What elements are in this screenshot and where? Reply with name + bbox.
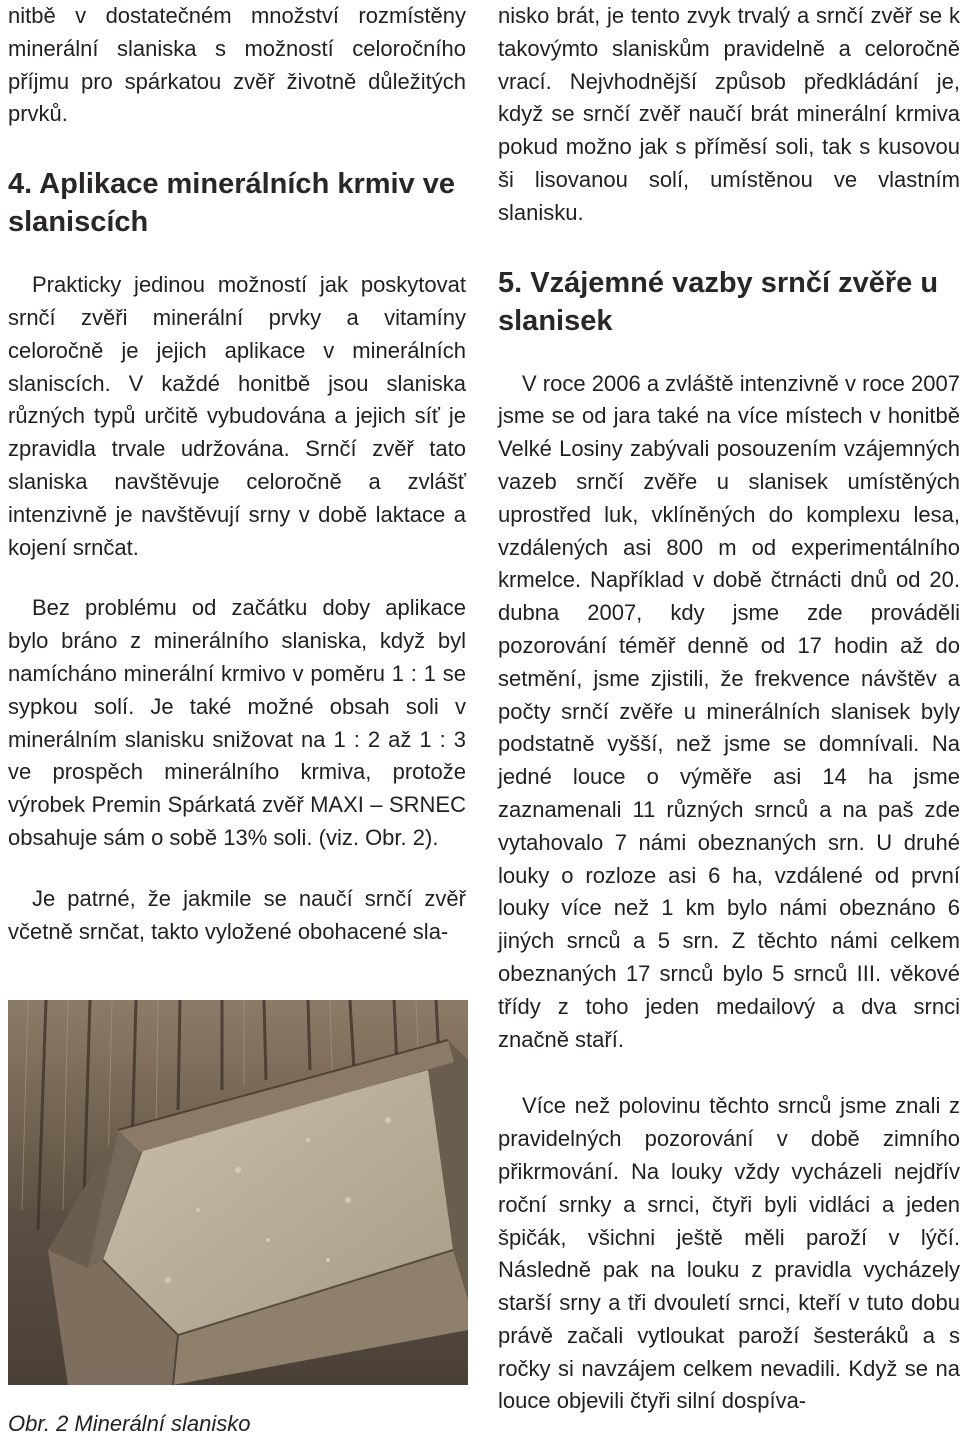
section-heading-4: 4. Aplikace minerálních krmiv ve slaniscích — [8, 168, 456, 239]
paragraph-behavior: Více než polovinu těchto srnců jsme znali z pravidelných pozorování v době zimního přikrmování. Na louky vždy vycházeli nejdřív roční srnky a srnci, čtyři byli vidláci a jeden špičák, všichni ještě měli paroží v lýčí. Následně pak na louku z pravidla vycházely starší srny a tři dvouletí srnci, kteří v tuto dobu právě začali vytloukat paroží šesteráků a s ročky si navzájem celkem nevadili. Když se na louce objevili čtyři silní dospíva- — [498, 1093, 960, 1414]
left-column — [8, 0, 466, 948]
mineral-lick-photo — [8, 1000, 468, 1385]
figure-caption: Obr. 2 Minerální slanisko — [8, 1411, 251, 1436]
paragraph-observation: V roce 2006 a zvláště intenzivně v roce 2007 jsme se od jara také na více místech v honitbě Velké Losiny zabývali posouzením vzájemných vazeb srnčí zvěře u slanisek umístěných uprostřed luk, vklíněných do komplexu lesa, vzdálených asi 800 m od experimentálního krmelce. Například v době čtrnácti dnů od 20. dubna 2007, kdy jsme zde prováděli pozorování téměř denně od 17 hodin až do setmění, jsme zjistili, že frekvence návštěv a počty srnčí zvěře u minerálních slanisek byly podstatně vyšší, než jsme se domnívali. Na jedné louce o výměře asi 14 ha jsme zaznamenali 11 různých srnců a na paš zde vytahovalo 7 námi obeznaných srn. U druhé louky o rozloze asi 6 ha, vzdálené od první louky více než 1 km bylo námi obeznáno 6 jiných srnců a 5 srn. Z těchto námi celkem obeznaných 17 srnců bylo 5 srnců III. věkové třídy z toho jeden medailový a dva srnci značně staří. — [498, 370, 960, 1052]
section-heading-5: 5. Vzájemné vazby srnčí zvěře u slanisek — [498, 266, 939, 337]
paragraph-mixing-ratio: Bez problému od začátku doby aplikace bylo bráno z minerálního slaniska, když byl namícháno minerální krmivo v poměru 1 : 1 se sypkou solí. Je také možné obsah soli v minerálním slanisku snižovat na 1 : 2 až 1 : 3 ve prospěch minerálního krmiva, protože výrobek Premin Spárkatá zvěř MAXI – SRNEC obsahuje sám o sobě 13% soli. (viz. Obr. 2). — [8, 595, 466, 850]
paragraph-application: Prakticky jedinou možností jak poskytovat srnčí zvěři minerální prvky a vitamíny celoročně je jejich aplikace v minerálních slaniscích. V každé honitbě jsou slaniska různých typů určitě vybudována a jejich síť je zpravidla trvale udržována. Srnčí zvěř tato slaniska navštěvuje celoročně a zvlášť intenzivně je navštěvují srny v době laktace a kojení srnčat. — [8, 272, 466, 560]
right-column — [498, 0, 960, 1418]
paragraph-learned-habit: Je patrné, že jakmile se naučí srnčí zvěř včetně srnčat, takto vyložené obohacené sla- — [8, 885, 466, 944]
paragraph-continued: nisko brát, je tento zvyk trvalý a srnčí zvěř se k takovýmto slaniskům pravidelně a celoročně vrací. Nejvhodnější způsob předkládání je, když se srnčí zvěř naučí brát minerální krmiva pokud možno jak s příměsí soli, tak s kusovou ši lisovanou solí, umístěnou ve vlastním slanisku. — [498, 3, 960, 225]
paragraph-intro-continued: nitbě v dostatečném množství rozmístěny minerální slaniska s možností celoročního příjmu pro spárkatou zvěř životně důležitých prvků. — [8, 3, 466, 127]
mineral-lick-image — [8, 1000, 468, 1385]
